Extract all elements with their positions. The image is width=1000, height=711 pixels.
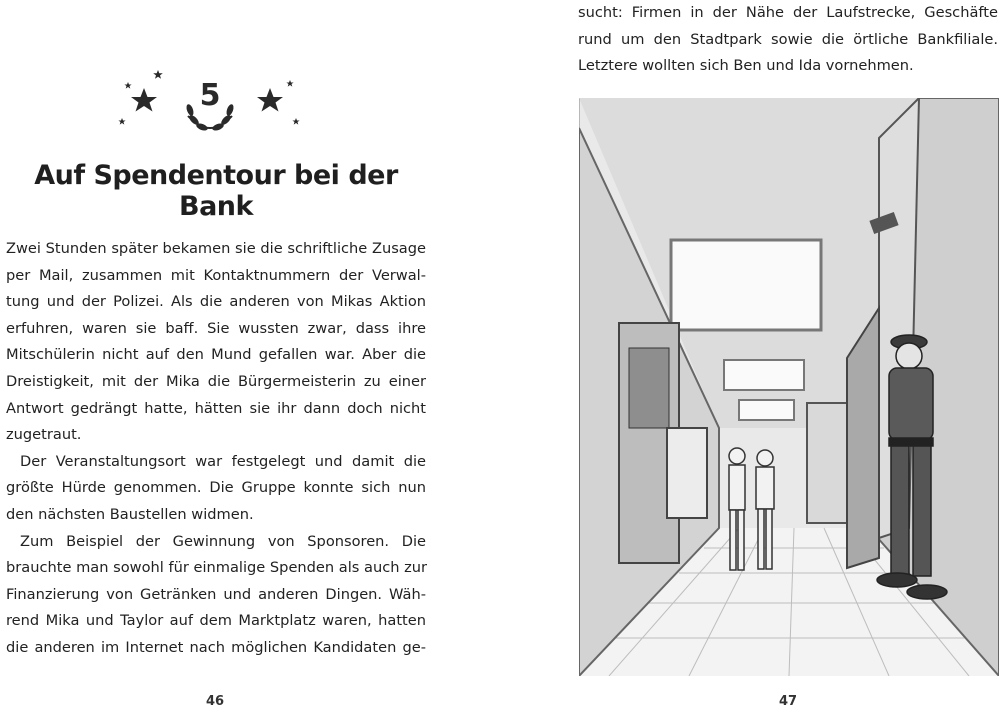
text-line: Zwei Stunden später bekamen sie die schriftliche Zusage — [6, 240, 426, 257]
text-line: Finanzierung von Getränken und anderen Dingen. Wäh- — [6, 585, 426, 603]
text-line: die anderen im Internet nach möglichen Kandidaten ge- — [6, 638, 426, 656]
text-line: den nächsten Baustellen widmen. — [6, 505, 254, 523]
text-line: zugetraut. — [6, 426, 82, 444]
text-line: rund um den Stadtpark sowie die örtliche Bankfiliale. — [578, 30, 998, 48]
chapter-number: 5 — [199, 78, 221, 113]
text-line: sucht: Firmen in der Nähe der Laufstrecke, Geschäfte — [578, 4, 998, 21]
text-line: brauchte man sowohl für einmalige Spenden als auch zur — [6, 559, 428, 577]
text-line: rend Mika und Taylor auf dem Marktplatz waren, hatten — [6, 612, 426, 630]
text-line: größte Hürde genommen. Die Gruppe konnte sich nun — [6, 479, 426, 497]
text-line: tung und der Polizei. Als die anderen von Mikas Aktion — [6, 293, 426, 311]
text-line: erfuhren, waren sie baff. Sie wussten zwar, dass ihre — [6, 319, 426, 337]
chapter-ornament — [110, 66, 310, 142]
right-page-text — [578, 0, 998, 80]
text-line: Mitschülerin nicht auf den Mund gefallen war. Aber die — [6, 346, 426, 364]
text-line: Der Veranstaltungsort war festgelegt und damit die — [20, 452, 426, 470]
text-line: per Mail, zusammen mit Kontaktnummern der Verwal- — [6, 266, 426, 284]
right-page — [500, 0, 1000, 711]
left-page-text — [6, 236, 426, 662]
text-line: Zum Beispiel der Gewinnung von Sponsoren. Die — [20, 532, 426, 550]
page-number-right: 47 — [778, 694, 798, 709]
page-number-left: 46 — [205, 694, 225, 709]
text-line: Antwort gedrängt hatte, hätten sie ihr dann doch nicht — [6, 399, 426, 417]
chapter-title: Auf Spendentour bei der Bank — [34, 160, 398, 222]
text-line: Dreistigkeit, mit der Mika die Bürgermeisterin zu einer — [6, 372, 426, 390]
bank-hallway-illustration — [579, 98, 999, 676]
text-line: Letztere wollten sich Ben und Ida vornehmen. — [578, 57, 914, 75]
